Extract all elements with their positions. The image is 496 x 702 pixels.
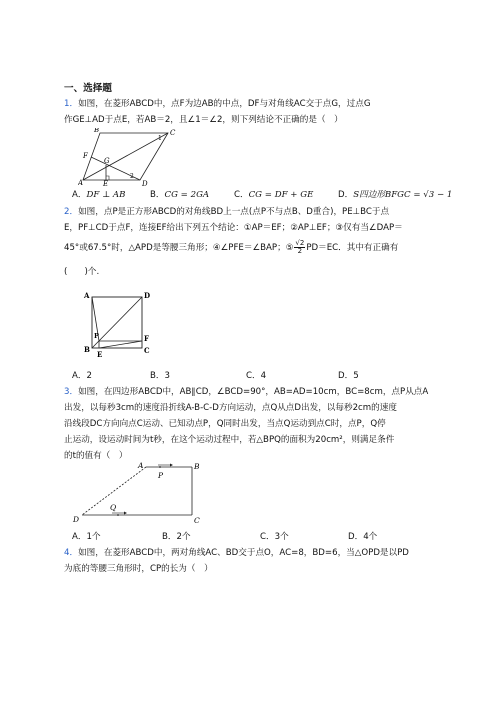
q2-text-1: 如图，点P是正方形ABCD的对角线BD上一点(点P不与点B、D重合)，PE⊥BC于点: [78, 207, 390, 217]
q3-point-p: [159, 466, 161, 468]
q1-label-a: A: [78, 179, 84, 186]
q2-line2: E，PF⊥CD于点F，连接EF给出下列五个结论：①AP＝EF；②AP⊥EF；③仅有当∠DAP＝: [64, 223, 403, 233]
q2-label-a: A: [84, 291, 90, 300]
q4-text-1: 如图，在菱形ABCD中，两对角线AC、BD交于点O，AC=8，BD=6，当△OPD是以PD: [78, 548, 409, 558]
q1-text-1: 如图，在菱形ABCD中，点F为边AB的中点，DF与对角线AC交于点G，过点G: [78, 99, 371, 109]
q1-label-b: B: [94, 128, 100, 134]
q2-label-c: C: [144, 346, 150, 355]
q1-option-a[interactable]: A．DF ⊥ AB: [72, 190, 126, 200]
q3-label-c: C: [194, 516, 200, 525]
q2-options: [64, 370, 434, 384]
q3-line1: [64, 386, 434, 399]
q3-option-a[interactable]: A．1个: [72, 532, 101, 542]
q1-line2: 作GE⊥AD于点E，若AB＝2，且∠1＝∠2，则下列结论不正确的是（ ）: [64, 115, 343, 125]
q2-label-d: D: [144, 291, 151, 300]
q1-label-c: C: [170, 129, 176, 137]
q3-label-p: P: [158, 471, 164, 480]
q3-arrowhead-q: [124, 512, 127, 515]
q2-diagonal-bd: [92, 297, 142, 348]
q2-segment-ef: [99, 341, 142, 348]
q1-option-d[interactable]: D．S四边形BFGC = √3 − 1: [338, 190, 453, 200]
q1-label-2: 2: [130, 173, 134, 180]
q1-label-d: D: [142, 180, 148, 186]
q3-label-b: B: [194, 462, 200, 471]
q4-line1: [64, 547, 434, 560]
q2-line4: ( )个.: [64, 267, 100, 277]
q3-option-d[interactable]: D．4个: [348, 532, 378, 542]
q2-label-b: B: [84, 345, 90, 354]
q3-number: 3．: [64, 387, 79, 397]
q2-label-p: P: [94, 332, 99, 340]
q2-label-e: E: [97, 350, 103, 359]
q3-line2: 出发，以每秒3cm的速度沿折线A-B-C-D方向运动，点Q从点D出发，以每秒2cm的速度: [64, 403, 397, 413]
q2-number: 2．: [64, 207, 79, 217]
q2-line3: 45°或67.5°时，△APD是等腰三角形；④∠PFE＝∠BAP；⑤ $\frac{√2}{2}$ PD＝EC．其中有正确有: [64, 239, 399, 255]
q2-option-a[interactable]: A．2: [72, 371, 92, 381]
q1-label-f: F: [83, 152, 88, 160]
q3-line5: 的t的值有（ ）: [64, 451, 128, 461]
q3-option-b[interactable]: B．2个: [162, 532, 191, 542]
q1-number: 1．: [64, 99, 79, 109]
q3-arrowhead-p: [170, 464, 173, 467]
q1-options: [64, 189, 453, 203]
q3-line4: 止运动，设运动时间为t秒，在这个运动过程中，若△BPQ的面积为20cm²，则满足条件: [64, 435, 395, 445]
q1-label-g: G: [104, 157, 110, 165]
q2-line1: [64, 206, 434, 219]
q3-trapezoid-figure: [72, 460, 212, 526]
q2-option-c[interactable]: C．4: [246, 371, 267, 381]
q1-option-c[interactable]: C．CG = DF + GE: [234, 190, 314, 200]
q2-option-b[interactable]: B．3: [150, 371, 170, 381]
q3-point-q: [117, 514, 119, 516]
q3-line3: 沿线段DC方向向点C运动、已知动点P，Q同时出发，当点Q运动到点C时，点P，Q停: [64, 419, 386, 429]
q2-option-d[interactable]: D．5: [338, 371, 359, 381]
q2-label-f: F: [144, 334, 149, 343]
q1-option-b[interactable]: B．CG = 2GA: [150, 190, 210, 200]
q1-label-1: 1: [158, 135, 162, 142]
q2-square-figure: [82, 290, 160, 360]
q3-label-q: Q: [110, 503, 117, 512]
section-title: 一、选择题: [64, 83, 112, 94]
q1-line1: [64, 98, 434, 111]
q3-options: [64, 531, 434, 545]
q3-label-a: A: [138, 461, 144, 470]
q3-label-d: D: [73, 515, 80, 524]
q3-option-c[interactable]: C．3个: [260, 532, 289, 542]
q1-label-e: E: [103, 180, 109, 186]
q4-number: 4．: [64, 548, 79, 558]
q2-fraction: $\frac{√2}{2}$: [295, 239, 305, 255]
q1-rhombus-figure: [78, 128, 178, 186]
q3-text-1: 如图，在四边形ABCD中，AB∥CD，∠BCD=90°，AB=AD=10cm，BC=8cm，点P从点A: [78, 387, 429, 397]
q4-line2: 为底的等腰三角形时，CP的长为（ ）: [64, 564, 213, 574]
